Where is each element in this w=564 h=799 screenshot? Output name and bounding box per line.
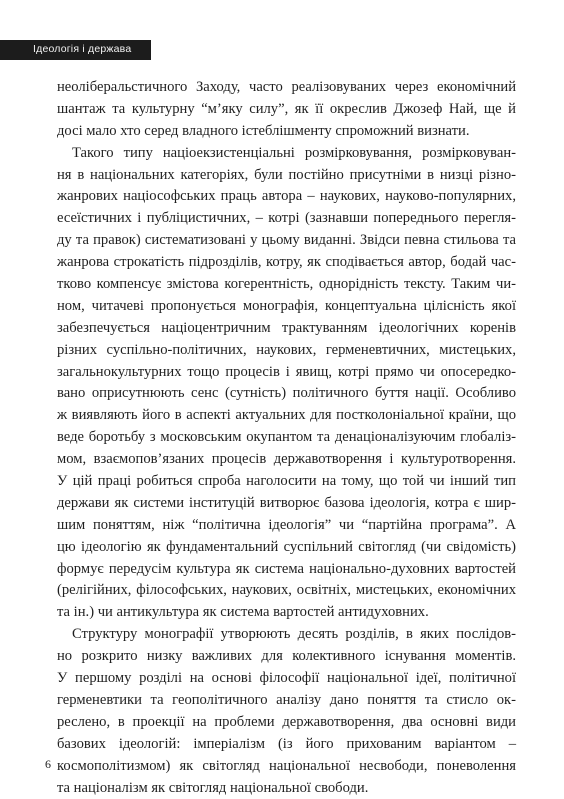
text-line: Структуру монографії утворюють десять розділів, в яких послідов- — [57, 624, 516, 646]
text-line: реслено, в проекції на проблеми державотворення, два основні види — [57, 712, 516, 734]
text-line: шантаж та культурну “м’яку силу”, як її окреслив Джозеф Най, ще й — [57, 99, 516, 121]
text-line: жанрова строкатість підрозділів, котру, як сподівається автор, бодай час- — [57, 252, 516, 274]
text-line: та націоналізм як світогляд національної свободи. — [57, 778, 516, 799]
paragraph — [57, 143, 516, 625]
text-line: досі мало хто серед владного істеблішменту спроможний визнати. — [57, 121, 516, 143]
text-line: формує передусім культура як система національно-духовних вартостей — [57, 559, 516, 581]
text-line: загальнокультурних тощо процесів і явищ, котрі прямо чи опосередко- — [57, 362, 516, 384]
text-line: ном, читачеві пропонується монографія, концептуальна цілісність якої — [57, 296, 516, 318]
text-line: мом, взаємопов’язаних процесів державотворення і культуротворення. — [57, 449, 516, 471]
page-number: 6 — [45, 757, 51, 772]
text-line: У цій праці робиться спроба наголосити на тому, що той чи інший тип — [57, 471, 516, 493]
text-line: тково компенсує змістова когерентність, однорідність тексту. Таким чи- — [57, 274, 516, 296]
text-line: жанрових націософських праць автора – наукових, науково-популярних, — [57, 186, 516, 208]
text-line: шим поняттям, ніж “політична ідеологія” чи “партійна програма”. А — [57, 515, 516, 537]
text-line: та ін.) чи антикультура як система вартостей антидуховних. — [57, 602, 516, 624]
text-line: ня в національних категоріях, були постійно присутніми в низці різно- — [57, 165, 516, 187]
text-line: базових ідеологій: імперіалізм (із його прихованим варіантом – — [57, 734, 516, 756]
text-line: космополітизмом) як світогляд національної несвободи, поневолення — [57, 756, 516, 778]
text-line: держави як системи інституцій витворює базова ідеологія, котра є шир- — [57, 493, 516, 515]
paragraph — [57, 624, 516, 799]
text-line: цю ідеологію як фундаментальний суспільний світогляд (чи свідомість) — [57, 537, 516, 559]
running-header — [0, 40, 151, 60]
text-line: ж виявляють його в аспекті актуальних для постколоніальної країни, що — [57, 405, 516, 427]
text-line: забезпечується націоцентричним трактуванням ідеологічних коренів — [57, 318, 516, 340]
text-line: но розкрито низку важливих для колективного існування моментів. — [57, 646, 516, 668]
text-line: різних суспільно-політичних, наукових, герменевтичних, мистецьких, — [57, 340, 516, 362]
running-header-title: Ідеологія і держава — [33, 43, 131, 55]
text-line: есеїстичних і публіцистичних, – котрі (зазнавши попереднього перегля- — [57, 208, 516, 230]
text-line: вано оприсутнюють сенс (сутність) політичного буття нації. Особливо — [57, 383, 516, 405]
paragraph — [57, 77, 516, 143]
text-line: веде боротьбу з московським окупантом та денаціоналізуючим глобаліз- — [57, 427, 516, 449]
body-text — [57, 77, 516, 799]
text-line: ду та правок) систематизовані у цьому виданні. Звідси певна стильова та — [57, 230, 516, 252]
text-line: неоліберальстичного Заходу, часто реалізовуваних через економічний — [57, 77, 516, 99]
text-line: Такого типу націоекзистенціальні розмірковування, розмірковуван- — [57, 143, 516, 165]
text-line: (релігійних, філософських, наукових, освітніх, мистецьких, економічних — [57, 580, 516, 602]
text-line: У першому розділі на основі філософії національної ідеї, політичної — [57, 668, 516, 690]
text-line: герменевтики та геополітичного аналізу дано поняття та стисло ок- — [57, 690, 516, 712]
